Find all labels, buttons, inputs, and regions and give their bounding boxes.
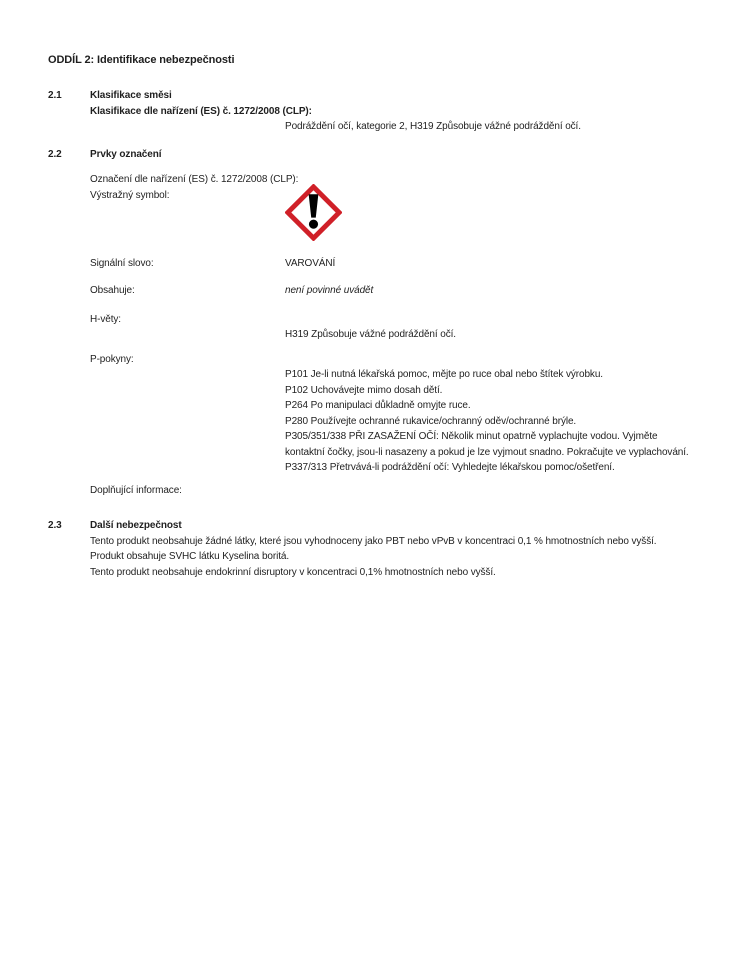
clp-classification-heading: Klasifikace dle nařízení (ES) č. 1272/2008 (CLP): [90,105,312,117]
section-2-1 [48,88,724,135]
p-statement-line: P305/351/338 PŘI ZASAŽENÍ OČÍ: Několik minut opatrně vyplachujte vodou. Vyjměte [285,431,658,442]
section-2-1-heading: Klasifikace směsi [90,90,172,101]
other-hazards-line: Tento produkt neobsahuje žádné látky, které jsou vyhodnoceny jako PBT nebo vPvB v koncentraci 0,1 % hmotnostních nebo vyšší. [90,535,657,547]
p-statement-line: P102 Uchovávejte mimo dosah dětí. [285,384,443,396]
contains-row [90,283,724,299]
contains-label: Obsahuje: [90,285,135,296]
section-2-2-heading: Prvky označení [90,148,162,160]
h-statements-label: H-věty: [90,313,121,325]
signal-word-label: Signální slovo: [90,257,154,269]
pictogram-row [90,188,724,241]
section-2-1-body [90,88,724,135]
section-2-3 [48,518,724,580]
p-statement-line: P264 Po manipulaci důkladně omyjte ruce. [285,400,471,411]
clp-labeling-heading: Označení dle nařízení (ES) č. 1272/2008 (CLP): [90,174,299,185]
h-statements-block [90,312,724,343]
section-2-3-number: 2.3 [48,520,62,531]
section-title: ODDÍL 2: Identifikace nebezpečnosti [48,54,235,66]
additional-info-label: Doplňující informace: [90,484,182,496]
p-statement-line: P280 Používejte ochranné rukavice/ochranný oděv/ochranné brýle. [285,415,577,427]
p-statements-block [90,352,724,476]
section-2-2 [48,147,724,499]
ghs07-exclamation-icon [285,188,342,241]
section-2-2-number: 2.2 [48,148,62,160]
p-statement-line: P101 Je-li nutná lékařská pomoc, mějte po ruce obal nebo štítek výrobku. [285,369,603,380]
contains-value: není povinné uvádět [285,285,374,296]
section-2-3-heading: Další nebezpečnost [90,520,182,531]
other-hazards-line: Tento produkt neobsahuje endokrinní disruptory v koncentraci 0,1% hmotnostních nebo vyšší. [90,566,496,578]
h-statement: H319 Způsobuje vážné podráždění očí. [285,329,456,340]
p-statement-line: P337/313 Přetrvává-li podráždění očí: Vyhledejte lékařskou pomoc/ošetření. [285,462,615,473]
p-statement-line: kontaktní čočky, jsou-li nasazeny a pokud je lze vyjmout snadno. Pokračujte ve vyplachování. [285,446,689,458]
other-hazards-line: Produkt obsahuje SVHC látku Kyselina boritá. [90,551,290,562]
signal-word-row [90,256,724,272]
signal-word-value: VAROVÁNÍ [285,257,336,269]
p-statements-label: P-pokyny: [90,353,134,365]
classification-statement: Podráždění očí, kategorie 2, H319 Způsobuje vážné podráždění očí. [285,121,581,132]
pictogram-label: Výstražný symbol: [90,189,170,201]
section-2-1-number: 2.1 [48,90,62,101]
section-2-2-body [90,147,724,499]
section-2-3-body [90,518,724,580]
